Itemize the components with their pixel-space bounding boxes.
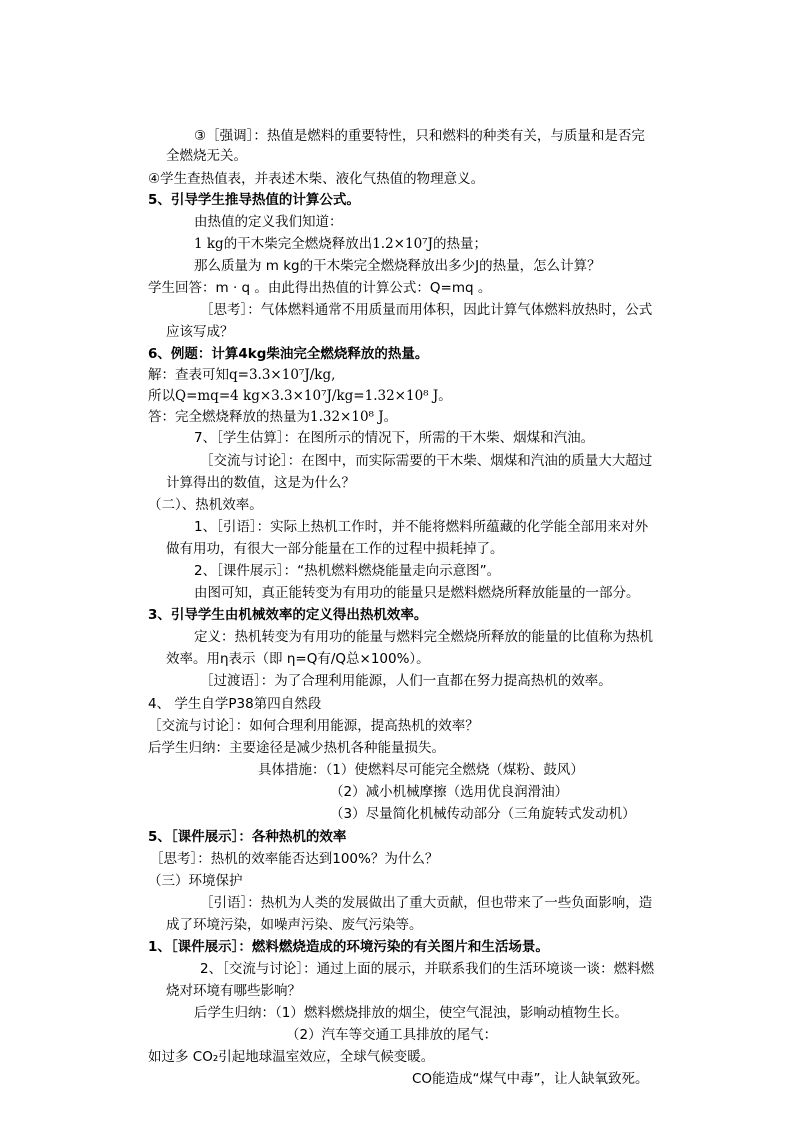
text-line: 1、［引语］：实际上热机工作时，并不能将燃料所蕴藏的化学能全部用来对外: [194, 519, 649, 535]
text-line: ［思考］：热机的效率能否达到100%？为什么？: [150, 851, 439, 867]
text-line: 成了环境污染，如噪声污染、废气污染等。: [166, 917, 423, 933]
text-line: 2、［交流与讨论］：通过上面的展示，并联系我们的生活环境谈一谈：燃料燃: [200, 961, 655, 977]
text-line: 由热值的定义我们知道：: [194, 214, 343, 230]
text-line: 答：完全燃烧释放的热量为1.32×10⁸ J。: [148, 409, 398, 425]
text-line: ［交流与讨论］：在图中，而实际需要的干木柴、烟煤和汽油的质量大大超过: [200, 453, 653, 469]
text-line: 定义：热机转变为有用功的能量与燃料完全燃烧所释放的能量的比值称为热机: [194, 629, 653, 645]
section-heading: 5、［课件展示］：各种热机的效率: [148, 829, 347, 845]
section-heading: 3、引导学生由机械效率的定义得出热机效率。: [148, 607, 428, 623]
list-item: 具体措施：（1）使燃料尽可能完全燃烧（煤粉、鼓风）: [258, 762, 584, 778]
text-line: （2）汽车等交通工具排放的尾气：: [286, 1027, 498, 1043]
text-line: 计算得出的数值，这是为什么？: [166, 475, 355, 491]
text-line: 1 kg的干木柴完全燃烧释放出1.2×10⁷J的热量；: [194, 236, 487, 252]
text-line: 解：查表可知q=3.3×10⁷J/kg,: [148, 367, 336, 383]
section-heading: 4、 学生自学P38第四自然段: [148, 696, 322, 712]
section-heading: （三）环境保护: [148, 873, 243, 889]
text-line: 做有用功，有很大一部分能量在工作的过程中损耗掉了。: [166, 541, 504, 557]
section-heading: （二）、热机效率。: [148, 497, 263, 513]
text-line: 2、［课件展示］：“热机燃料燃烧能量走向示意图”。: [194, 563, 501, 579]
section-heading: 1、［课件展示］：燃料燃烧造成的环境污染的有关图片和生活场景。: [148, 939, 549, 955]
section-heading: 6、例题：计算4kg柴油完全燃烧释放的热量。: [148, 346, 429, 362]
list-item: （2）减小机械摩擦（选用优良润滑油）: [330, 784, 569, 800]
text-line: ［引语］：热机为人类的发展做出了重大贡献，但也带来了一些负面影响，造: [200, 895, 653, 911]
text-line: 后学生归纳：（1）燃料燃烧排放的烟尘，使空气混浊，影响动植物生长。: [194, 1005, 628, 1021]
text-line: 应该写成？: [166, 324, 234, 340]
text-line: ④学生查热值表，并表述木柴、液化气热值的物理意义。: [148, 171, 485, 187]
text-line: 7、［学生估算］：在图所示的情况下，所需的干木柴、烟煤和汽油。: [194, 430, 595, 446]
text-line: 所以Q=mq=4 kg×3.3×10⁷J/kg=1.32×10⁸ J。: [148, 388, 452, 404]
text-line: 学生回答：m · q 。由此得出热值的计算公式：Q=mq 。: [148, 280, 492, 296]
text-line: ［交流与讨论］：如何合理利用能源，提高热机的效率？: [148, 718, 479, 734]
text-line: 全燃烧无关。: [166, 148, 247, 164]
text-line: ③［强调］：热值是燃料的重要特性，只和燃料的种类有关，与质量和是否完: [194, 128, 645, 144]
text-line: 那么质量为 m kg的干木柴完全燃烧释放出多少J的热量，怎么计算？: [194, 258, 601, 274]
text-line: 如过多 CO₂引起地球温室效应，全球气候变暖。: [148, 1049, 435, 1065]
text-line: 由图可知，真正能转变为有用功的能量只是燃料燃烧所释放能量的一部分。: [194, 585, 640, 601]
text-line: ［思考］：气体燃料通常不用质量而用体积，因此计算气体燃料放热时，公式: [200, 302, 653, 318]
text-line: ［过渡语］：为了合理利用能源，人们一直都在努力提高热机的效率。: [200, 673, 612, 689]
text-line: 效率。用η表示（即 η=Q有/Q总×100%）。: [166, 651, 430, 667]
text-line: 后学生归纳：主要途径是减少热机各种能量损失。: [148, 740, 445, 756]
text-line: 烧对环境有哪些影响？: [166, 983, 301, 999]
text-line: CO能造成“煤气中毒”，让人缺氧致死。: [412, 1071, 649, 1087]
section-heading: 5、引导学生推导热值的计算公式。: [148, 192, 360, 208]
list-item: （3）尽量简化机械传动部分（三角旋转式发动机）: [330, 806, 636, 822]
